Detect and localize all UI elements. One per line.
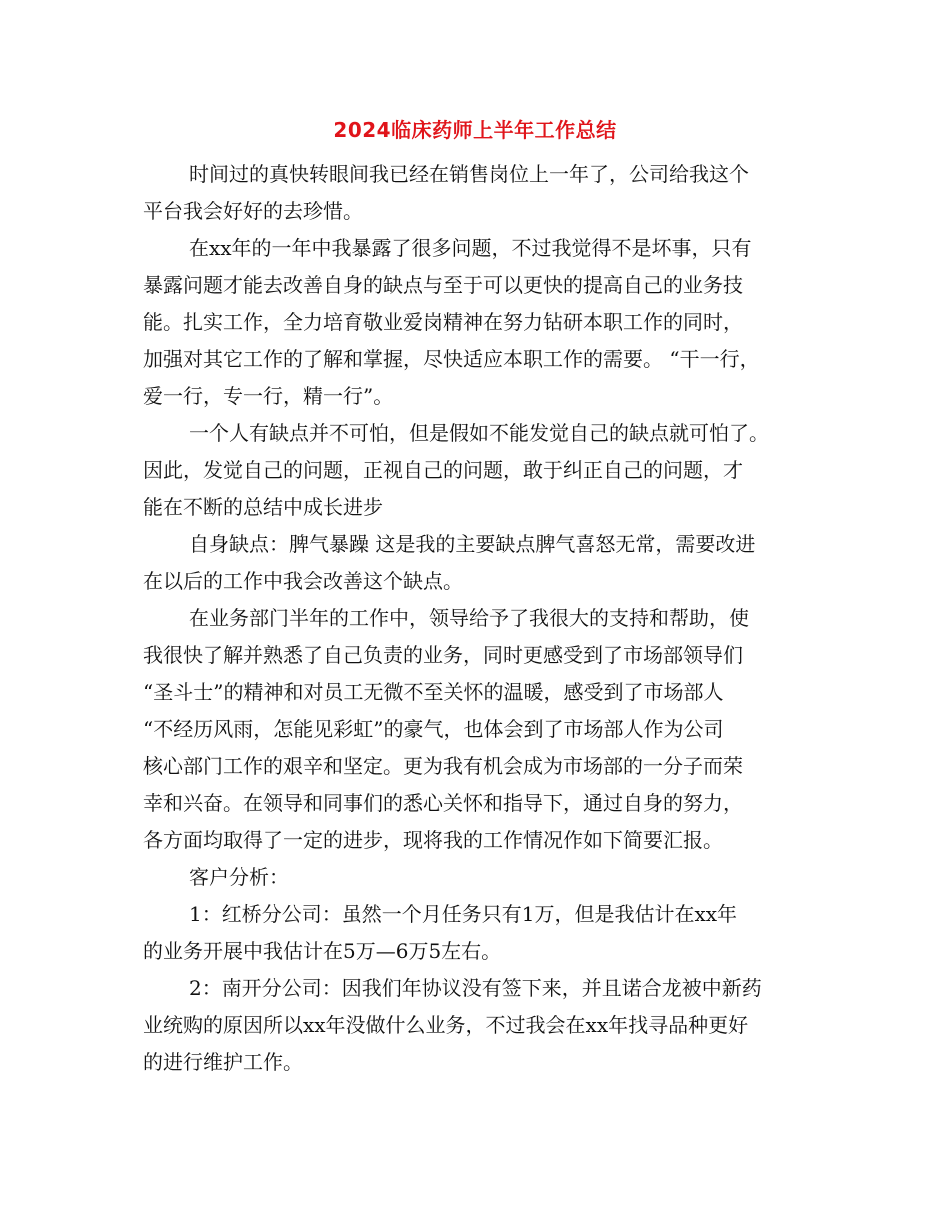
text-line: 业统购的原因所以xx年没做什么业务，不过我会在xx年找寻品种更好 [143,1013,749,1037]
text-line: 幸和兴奋。在领导和同事们的悉心关怀和指导下，通过自身的努力， [143,791,743,815]
text-line: 的进行维护工作。 [143,1050,303,1074]
text-line: 时间过的真快转眼间我已经在销售岗位上一年了，公司给我这个 [189,162,749,186]
text-line: 核心部门工作的艰辛和坚定。更为我有机会成为市场部的一分子而荣 [143,754,743,778]
text-line: 在xx年的一年中我暴露了很多问题，不过我觉得不是坏事，只有 [189,236,752,260]
text-line: 加强对其它工作的了解和掌握，尽快适应本职工作的需要。 “干一行， [143,347,760,371]
text-line: “圣斗士”的精神和对员工无微不至关怀的温暖，感受到了市场部人 [143,680,724,704]
text-line: 因此，发觉自己的问题，正视自己的问题，敢于纠正自己的问题，才 [143,458,743,482]
text-line: 能在不断的总结中成长进步 [143,495,383,519]
text-line: 2：南开分公司：因我们年协议没有签下来，并且诺合龙被中新药 [189,976,762,1000]
text-line: 自身缺点：脾气暴躁 这是我的主要缺点脾气喜怒无常，需要改进 [189,532,756,556]
text-line: 平台我会好好的去珍惜。 [143,199,363,223]
document-title: 2024临床药师上半年工作总结 [333,118,617,142]
text-line: 能。扎实工作，全力培育敬业爱岗精神在努力钻研本职工作的同时， [143,310,743,334]
text-line: 1：红桥分公司：虽然一个月任务只有1万，但是我估计在xx年 [189,902,738,926]
text-line: 我很快了解并熟悉了自己负责的业务，同时更感受到了市场部领导们 [143,643,743,667]
text-line: 在以后的工作中我会改善这个缺点。 [143,569,463,593]
text-line: 各方面均取得了一定的进步，现将我的工作情况作如下简要汇报。 [143,828,723,852]
text-line: 暴露问题才能去改善自身的缺点与至于可以更快的提高自己的业务技 [143,273,743,297]
text-line: 在业务部门半年的工作中，领导给予了我很大的支持和帮助，使 [189,606,749,630]
text-line: 客户分析： [189,865,289,889]
text-line: 一个人有缺点并不可怕，但是假如不能发觉自己的缺点就可怕了。 [189,421,769,445]
text-line: 爱一行，专一行，精一行”。 [143,384,394,408]
text-line: 的业务开展中我估计在5万—6万5左右。 [143,939,502,963]
text-line: “不经历风雨，怎能见彩虹”的豪气，也体会到了市场部人作为公司 [143,717,724,741]
